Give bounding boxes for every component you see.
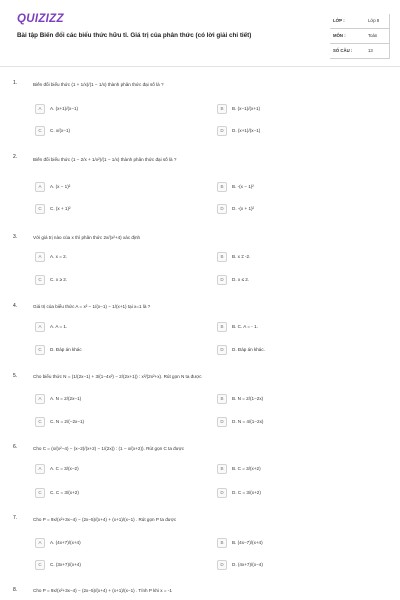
option-b[interactable] <box>217 394 387 405</box>
meta-value: 13 <box>368 48 373 53</box>
option-b[interactable] <box>217 538 387 549</box>
option-text: B. -(x − 1)² <box>232 184 254 189</box>
option-text: B. (x−1)/(x+1) <box>232 106 261 111</box>
option-letter: A <box>35 252 45 262</box>
option-letter: D <box>217 345 227 355</box>
option-letter: D <box>217 126 227 136</box>
option-a[interactable] <box>35 252 205 263</box>
option-c[interactable] <box>35 275 205 286</box>
option-text: C. N = 2/(−2x−1) <box>50 419 85 424</box>
option-text: A. (x+1)/(x−1) <box>50 106 79 111</box>
option-text: A. C = 3/(x−2) <box>50 466 79 471</box>
option-letter: D <box>217 275 227 285</box>
option-d[interactable] <box>217 488 387 499</box>
question-number: 2. <box>13 154 18 160</box>
option-letter: C <box>35 275 45 285</box>
worksheet-title: Bài tập Biến đổi các biểu thức hữu tỉ. Giá trị của phân thức (có lời giải chi tiết) <box>17 32 252 39</box>
option-text: D. C = 3/(x+2) <box>232 490 261 495</box>
option-a[interactable] <box>35 182 205 193</box>
option-c[interactable] <box>35 417 205 428</box>
option-letter: B <box>217 538 227 548</box>
meta-value: Toán <box>368 33 378 38</box>
meta-key: SỐ CÂU : <box>333 48 353 53</box>
option-d[interactable] <box>217 126 387 137</box>
option-letter: B <box>217 104 227 114</box>
option-letter: A <box>35 464 45 474</box>
question-number: 4. <box>13 303 18 309</box>
option-text: D. x ≤ 2. <box>232 277 250 282</box>
option-c[interactable] <box>35 488 205 499</box>
option-text: C. C = 3/(x+2) <box>50 490 79 495</box>
option-letter: A <box>35 182 45 192</box>
question-number: 5. <box>13 373 18 379</box>
option-text: A. N = 2/(2x−1) <box>50 396 82 401</box>
option-text: A. (4x+7)/(x+4) <box>50 540 81 545</box>
option-text: D. Đáp án khác. <box>232 347 265 352</box>
question-text: Với giá trị nào của x thì phân thức 2x/(x²+4) xác định <box>33 235 141 240</box>
option-b[interactable] <box>217 104 387 115</box>
option-b[interactable] <box>217 252 387 263</box>
question-text: Giá trị của biểu thức A = x² − 1/(x−1) − 1/(x+1) tại x=1 là ? <box>33 304 151 309</box>
meta-key: MÔN : <box>333 33 346 38</box>
option-c[interactable] <box>35 345 205 356</box>
question-number: 3. <box>13 234 18 240</box>
option-text: D. Đáp án khác <box>50 347 82 352</box>
option-letter: D <box>217 204 227 214</box>
option-text: B. x ≠ -2. <box>232 254 251 259</box>
option-letter: C <box>35 488 45 498</box>
option-text: C. x/(x−1) <box>50 128 71 133</box>
option-letter: C <box>35 126 45 136</box>
header-divider <box>0 66 400 67</box>
option-a[interactable] <box>35 104 205 115</box>
option-a[interactable] <box>35 464 205 475</box>
quizizz-logo: QUIZIZZ <box>17 13 64 25</box>
question-text: Cho P = 9x/(x²+3x−4) − (2x−5)/(x+4) + (x+1)/(x−1) . Rút gọn P ta được <box>33 517 177 522</box>
question-number: 6. <box>13 444 18 450</box>
option-d[interactable] <box>217 204 387 215</box>
question-text: Cho biểu thức N = (1/(2x−1) + 3/(1−4x²) − 2/(2x+1)) : x²/(2x²+x). Rút gọn N ta được <box>33 374 202 379</box>
option-text: C. (x + 1)² <box>50 206 71 211</box>
option-text: D. (4x+7)/(x−4) <box>232 562 263 567</box>
option-text: A. A = 1. <box>50 324 68 329</box>
option-letter: A <box>35 394 45 404</box>
option-text: C. x ≥ 2. <box>50 277 68 282</box>
option-letter: D <box>217 560 227 570</box>
meta-divider <box>360 14 390 59</box>
option-b[interactable] <box>217 182 387 193</box>
option-letter: B <box>217 252 227 262</box>
meta-value: Lớp 8 <box>368 18 380 23</box>
option-d[interactable] <box>217 345 387 356</box>
question-number: 7. <box>13 515 18 521</box>
question-number: 1. <box>13 80 18 86</box>
option-text: B. C = 3/(x+2) <box>232 466 261 471</box>
meta-key: LỚP : <box>333 18 345 23</box>
option-a[interactable] <box>35 394 205 405</box>
option-letter: C <box>35 345 45 355</box>
option-letter: C <box>35 417 45 427</box>
option-text: B. C. A = - 1. <box>232 324 258 329</box>
option-text: B. (4x−7)/(x+4) <box>232 540 263 545</box>
option-letter: B <box>217 182 227 192</box>
option-a[interactable] <box>35 538 205 549</box>
option-text: D. N = 4/(1−2x) <box>232 419 264 424</box>
worksheet-header <box>0 0 400 64</box>
option-letter: A <box>35 104 45 114</box>
option-text: B. N = 2/(1−2x) <box>232 396 264 401</box>
option-d[interactable] <box>217 275 387 286</box>
option-text: A. x = 2. <box>50 254 67 259</box>
option-d[interactable] <box>217 417 387 428</box>
option-letter: D <box>217 417 227 427</box>
option-c[interactable] <box>35 204 205 215</box>
option-text: A. (x − 1)² <box>50 184 71 189</box>
option-text: D. -(x + 1)² <box>232 206 255 211</box>
option-b[interactable] <box>217 322 387 333</box>
option-letter: A <box>35 538 45 548</box>
option-c[interactable] <box>35 126 205 137</box>
question-text: Biến đổi biểu thức (1 + 1/x)/(1 − 1/x) thành phân thức đại số là ? <box>33 82 164 87</box>
option-letter: D <box>217 488 227 498</box>
option-d[interactable] <box>217 560 387 571</box>
option-c[interactable] <box>35 560 205 571</box>
option-text: C. (3x+7)/(x+4) <box>50 562 81 567</box>
option-a[interactable] <box>35 322 205 333</box>
option-b[interactable] <box>217 464 387 475</box>
option-letter: B <box>217 394 227 404</box>
option-letter: B <box>217 464 227 474</box>
option-letter: A <box>35 322 45 332</box>
option-letter: C <box>35 204 45 214</box>
option-letter: B <box>217 322 227 332</box>
option-letter: C <box>35 560 45 570</box>
question-text: Cho C = (x/(x²−4) − (x−2)/(x+2) − 1/(2x)) : (1 − x/(x+2)). Rút gọn C ta được <box>33 446 185 451</box>
question-number: 8. <box>13 587 18 593</box>
question-text: Biến đổi biểu thức (1 − 2/x + 1/x²)/(1 − 1/x) thành phân thức đại số là ? <box>33 157 177 162</box>
option-text: D. (x+1)/(x−1) <box>232 128 261 133</box>
question-text: Cho P = 9x/(x²+3x−4) − (2x−5)/(x+4) + (x+1)/(x−1) . Tính P khi x = -1 <box>33 588 172 593</box>
